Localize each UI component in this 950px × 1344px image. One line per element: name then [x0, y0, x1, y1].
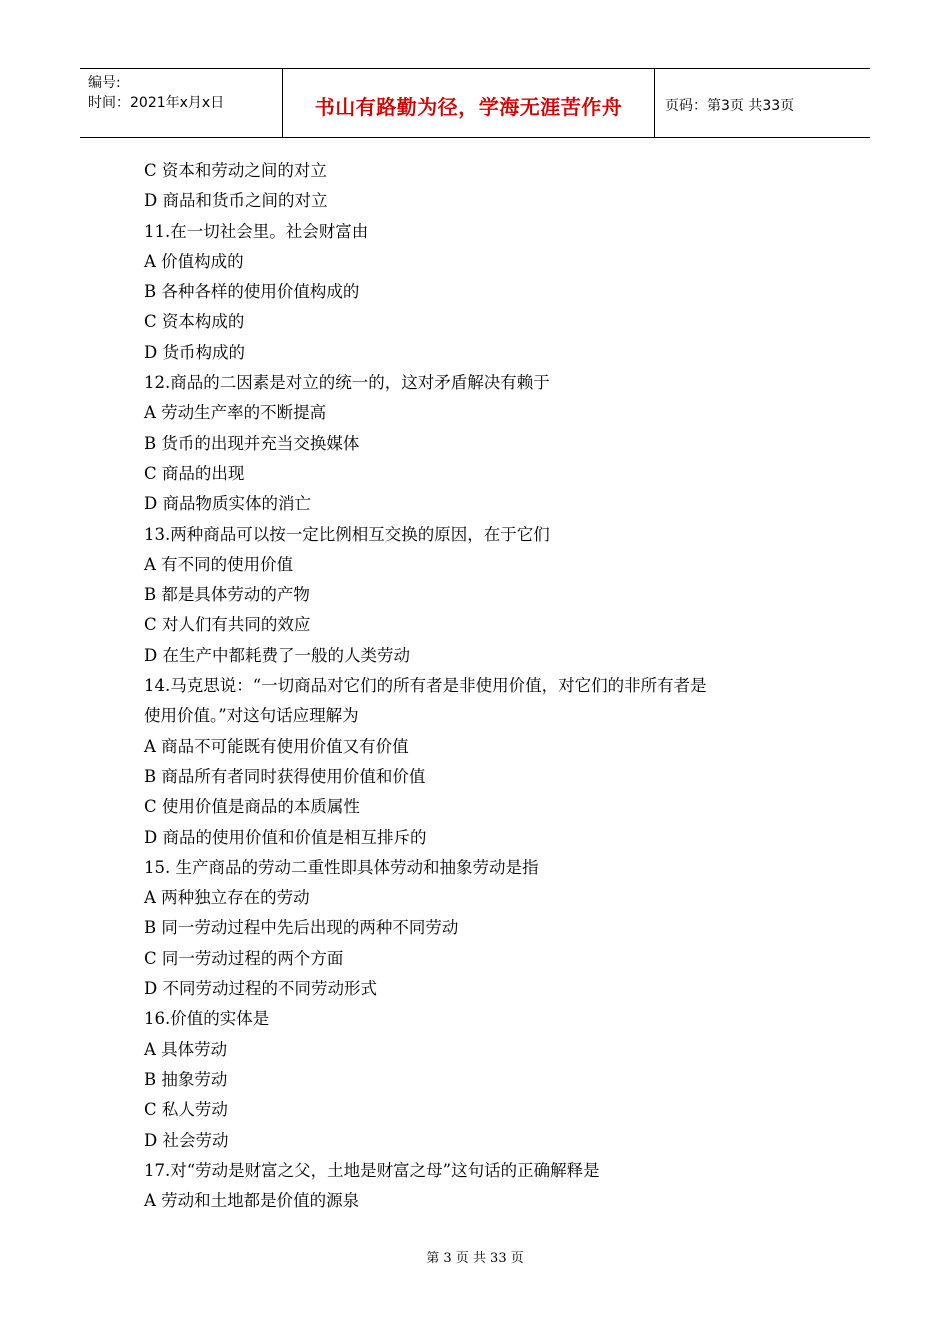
- question-line-cont: 使用价值。”对这句话应理解为: [144, 706, 359, 726]
- question-line: 13.两种商品可以按一定比例相互交换的原因，在于它们: [144, 524, 550, 544]
- text-line: D 商品和货币之间的对立: [144, 191, 328, 211]
- question-line: 11.在一切社会里。社会财富由: [144, 221, 369, 241]
- date-line: 时间：2021年x月x日: [88, 95, 225, 111]
- option-line: A 有不同的使用价值: [144, 554, 294, 574]
- option-line: C 商品的出现: [144, 463, 245, 483]
- option-line: C 私人劳动: [144, 1100, 228, 1120]
- option-line: A 商品不可能既有使用价值又有价值: [144, 736, 409, 756]
- option-line: A 劳动生产率的不断提高: [144, 403, 327, 423]
- question-line: 16.价值的实体是: [144, 1009, 270, 1029]
- header-page-info: 页码：第3页 共33页: [665, 98, 795, 114]
- option-line: D 商品物质实体的消亡: [144, 494, 311, 514]
- question-line: 17.对“劳动是财富之父，土地是财富之母”这句话的正确解释是: [144, 1160, 600, 1180]
- option-line: D 在生产中都耗费了一般的人类劳动: [144, 645, 410, 665]
- header-meta: [80, 69, 282, 137]
- text-line: C 资本和劳动之间的对立: [144, 161, 327, 180]
- option-line: D 社会劳动: [144, 1130, 229, 1150]
- option-line: D 货币构成的: [144, 342, 245, 362]
- option-line: C 对人们有共同的效应: [144, 615, 311, 635]
- question-line: 14.马克思说：“一切商品对它们的所有者是非使用价值，对它们的非所有者是: [144, 676, 707, 696]
- document-body: [144, 156, 824, 1216]
- option-line: C 使用价值是商品的本质属性: [144, 797, 360, 817]
- option-line: D 商品的使用价值和价值是相互排斥的: [144, 827, 427, 847]
- page-header: [80, 68, 870, 138]
- option-line: B 商品所有者同时获得使用价值和价值: [144, 766, 426, 786]
- option-line: C 同一劳动过程的两个方面: [144, 948, 344, 968]
- option-line: A 劳动和土地都是价值的源泉: [144, 1191, 360, 1211]
- option-line: A 两种独立存在的劳动: [144, 888, 310, 908]
- page-footer: 第 3 页 共 33 页: [426, 1251, 524, 1266]
- option-line: B 同一劳动过程中先后出现的两种不同劳动: [144, 918, 459, 938]
- option-line: B 抽象劳动: [144, 1069, 228, 1089]
- option-line: A 具体劳动: [144, 1039, 228, 1059]
- question-line: 15. 生产商品的劳动二重性即具体劳动和抽象劳动是指: [144, 857, 539, 877]
- option-line: B 各种各样的使用价值构成的: [144, 282, 360, 302]
- option-line: A 价值构成的: [144, 251, 244, 271]
- header-motto: 书山有路勤为径，学海无涯苦作舟: [282, 69, 655, 137]
- option-line: B 货币的出现并充当交换媒体: [144, 433, 360, 453]
- option-line: C 资本构成的: [144, 312, 245, 332]
- option-line: D 不同劳动过程的不同劳动形式: [144, 979, 377, 999]
- question-line: 12.商品的二因素是对立的统一的，这对矛盾解决有赖于: [144, 373, 550, 393]
- option-line: B 都是具体劳动的产物: [144, 585, 310, 605]
- serial-label: 编号:: [88, 75, 121, 91]
